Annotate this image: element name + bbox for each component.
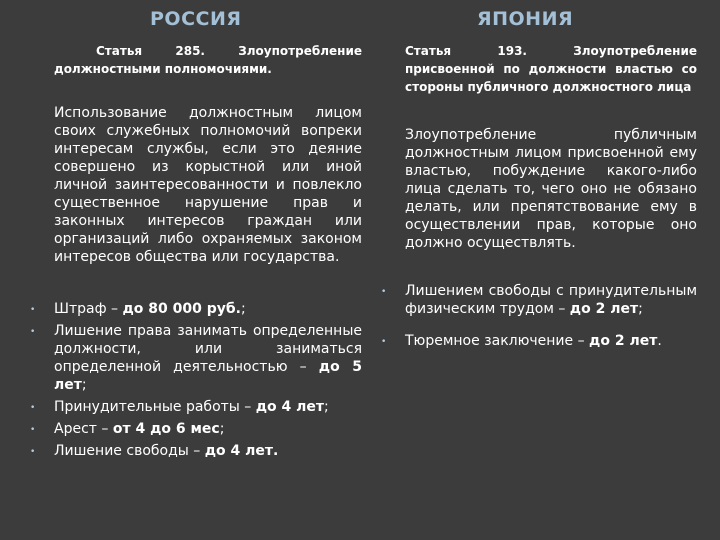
russia-title: РОССИЯ xyxy=(150,8,242,30)
russia-definition: Использование должностным лицом своих служебных полномочий вопреки интересам службы, если это деяние совершено из корыстной или иной личной заинтересованности и повлекло существенное нарушение прав и законных интересов граждан или организаций либо охраняемых законом интересов общества или государства. xyxy=(54,105,362,265)
bullet-icon: • xyxy=(30,305,36,315)
list-item: • Принудительные работы – до 4 лет; xyxy=(30,399,329,415)
bullet-icon: • xyxy=(30,447,36,457)
bullet-icon: • xyxy=(30,327,36,337)
list-item: • Штраф – до 80 000 руб.; xyxy=(30,301,246,317)
japan-article-heading: Статья 193. Злоупотребление присвоенной по должности властью со стороны публичного должностного лица xyxy=(405,44,697,94)
bullet-icon: • xyxy=(30,403,36,413)
japan-penalty-list xyxy=(381,282,697,350)
list-item: • Тюремное заключение – до 2 лет. xyxy=(381,333,662,349)
russia-column xyxy=(30,42,362,464)
list-item: • Лишением свободы с принудительным физическим трудом – до 2 лет; xyxy=(381,283,697,317)
list-item: • Арест – от 4 до 6 мес; xyxy=(30,421,225,437)
russia-article-heading: Статья 285. Злоупотребление должностными полномочиями. xyxy=(54,44,362,76)
bullet-icon: • xyxy=(30,425,36,435)
list-item: • Лишение права занимать определенные должности, или заниматься определенной деятельностью – до 5 лет; xyxy=(30,323,362,393)
bullet-icon: • xyxy=(381,337,387,347)
japan-definition: Злоупотребление публичным должностным лицом присвоенной ему властью, побуждение какого-либо лица сделать то, чего оно не обязано делать, или препятствование ему в осуществлении прав, которые оно должно осуществлять. xyxy=(405,127,697,251)
list-item: • Лишение свободы – до 4 лет. xyxy=(30,443,279,459)
japan-column xyxy=(381,42,697,354)
russia-penalty-list xyxy=(30,300,362,460)
japan-title: ЯПОНИЯ xyxy=(477,8,574,30)
bullet-icon: • xyxy=(381,287,387,297)
